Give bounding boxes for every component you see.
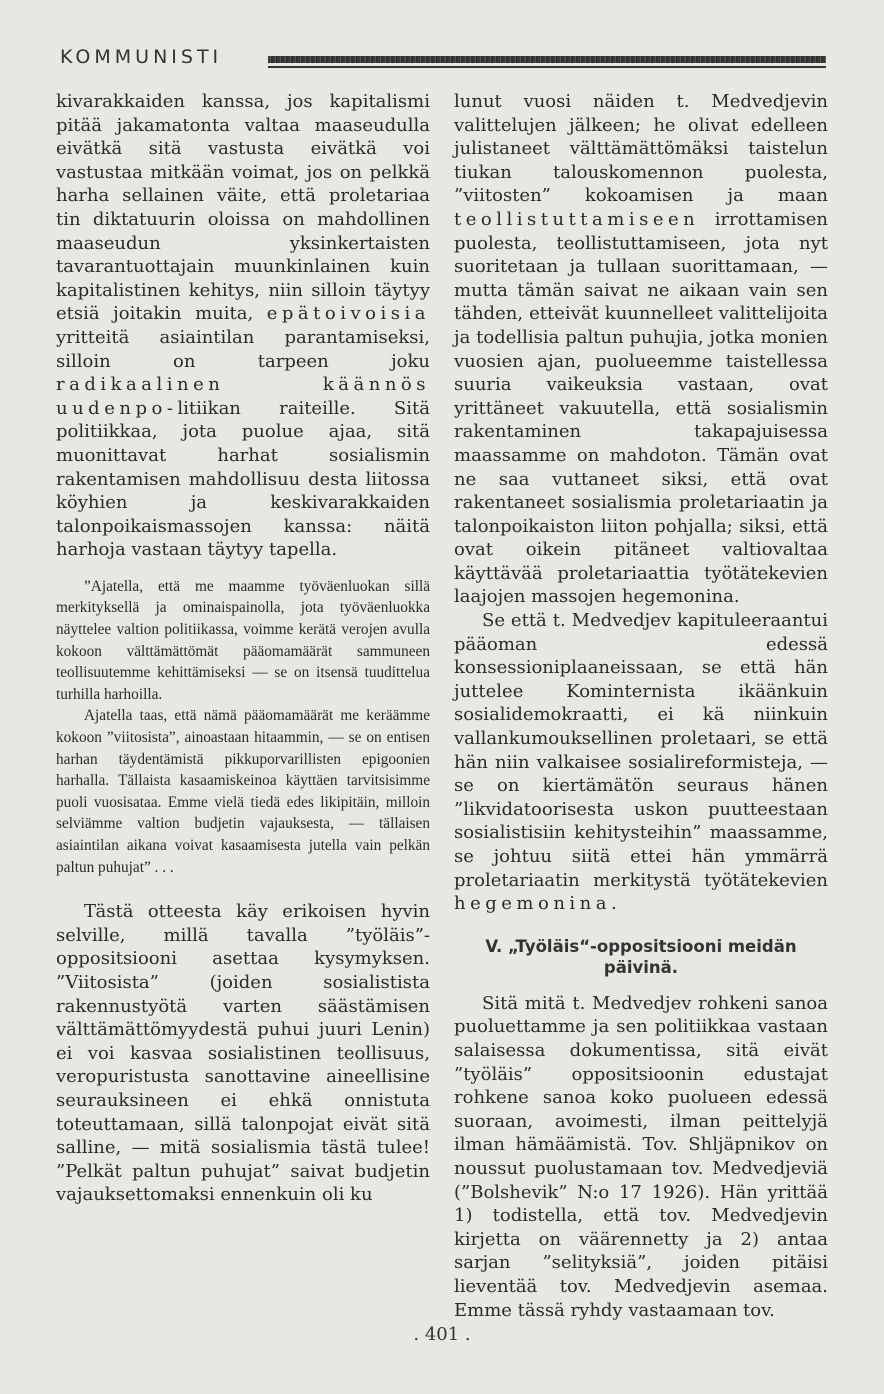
page-header [60, 46, 826, 76]
body-paragraph [454, 90, 828, 609]
body-paragraph [454, 609, 828, 916]
emphasized-text: teollistuttamiseen [454, 208, 700, 230]
emphasized-text: epätoivoisia [266, 303, 430, 325]
body-paragraph: Tästä otteesta käy erikoisen hyvin selville, millä tavalla ”työläis”-oppositsiooni asettaa kysymyksen. ”Viitosista” (joiden sosialistista rakennustyötä varten säästämisen välttämättömyydestä puhui juuri Lenin) ei voi kasvaa sosialistinen teollisuus, veropuristusta sanottavine aineellisine seurauksineen ei ehkä onnistuta toteuttamaan, sillä talonpojat eivät sitä salline, — mitä sosialismia tästä tulee! ”Pelkät paltun puhujat” saivat budjetin vajauksettomaksi ennenkuin oli ku [56, 901, 430, 1206]
body-paragraph [56, 90, 430, 562]
emphasized-text: radikaalinen käännös uudenpo- [56, 374, 430, 419]
left-column [56, 90, 430, 1207]
block-quote: Ajatella taas, että nämä pääomamäärät me keräämme kokoon ”viitosista”, ainoastaan hitaammin, — se on entisen harhan täydentämistä pikkuporvarillisten epigoonien harhalla. Tällaista kasaamiskeinoa käyttäen tarvitsisimme puoli vuosisataa. Emme vielä tiedä edes likipitäin, milloin selviämme valtion budjetin vajauksesta, — tällaisen asiaintilan aikana voivat kasaamisesta jutella vain pelkän paltun puhujat” . . . [56, 707, 430, 876]
paragraph-text: lunut vuosi näiden t. Medvedjevin valittelujen jälkeen; he olivat edelleen julistaneet välttämättömäksi taistelun tiukan talouskomennon puolesta, ”viitosten” kokoamisen ja maan [454, 91, 828, 207]
emphasized-text: hegemonina. [454, 893, 622, 915]
paragraph-text: litiikan raiteille. Sitä politiikkaa, jota puolue ajaa, sitä muonittavat harhat sosialismin rakentamisen mahdollisuu desta liitossa köyhien ja keskivarakkaiden talonpoikaismassojen kanssa: näitä harhoja vastaan täytyy tapella. [56, 397, 430, 561]
header-rule [268, 56, 826, 63]
paragraph-text: kivarakkaiden kanssa, jos kapitalismi pitää jakamatonta valtaa maaseudulla eivätkä sitä vastusta eivätkä voi vastustaa mitkään voimat, jos on pelkkä harha sellainen väite, että proletariaa tin diktatuurin oloissa on mahdollinen maaseudun yksinkertaisten tavarantuottajain muunkinlainen kuin kapitalistinen kehitys, niin silloin täytyy etsiä joitakin muita, [56, 91, 430, 325]
body-paragraph: Sitä mitä t. Medvedjev rohkeni sanoa puoluettamme ja sen politiikkaa vastaan salaisessa dokumentissa, sitä eivät ”työläis” oppositsioonin edustajat rohkene sanoa koko puolueen edessä suoraan, avoimesti, ilman peittelyjä ilman hämäämistä. Tov. Shljäpnikov on noussut puolustamaan tov. Medvedjeviä (”Bolshevik” N:o 17 1926). Hän yrittää 1) todistella, että tov. Medvedjevin kirjetta on väärennetty ja 2) antaa sarjan ”selityksiä”, joiden pitäisi lieventää tov. Medvedjevin asemaa. Emme tässä ryhdy vastaamaan tov. [454, 992, 828, 1321]
block-quote: ”Ajatella, että me maamme työväenluokan sillä merkityksellä ja ominaispainolla, jota työväenluokka näyttelee valtion politiikassa, voimme kerätä verojen avulla kokoon välttämättömät pääomamäärät sammuneen teollisuutemme kehittämiseksi — se on itsensä tuudittelua turhilla harhoilla. [56, 577, 430, 703]
section-heading: V. „Työläis“-oppositsiooni meidän päivinä. [485, 936, 797, 977]
right-column [454, 90, 828, 1322]
page-number: . 401 . [413, 1324, 471, 1345]
paragraph-text: Se että t. Medvedjev kapituleeraantui pääoman edessä konsessioniplaaneissaan, se että hän juttelee Kominternista ikäänkuin sosialidemokraatti, ei kä niinkuin vallankumouksellinen proletaari, se että hän niin valkaisee sosialireformisteja, — se on kiertämätön seuraus hänen ”likvidatoorisesta uskon puutteestaan sosialistisiin kehitysteihin” maassamme, se johtuu siitä ettei hän ymmärrä proletariaatin merkitystä työtätekevien [454, 610, 828, 891]
paragraph-text: yritteitä asiaintilan parantamiseksi, silloin on tarpeen joku [56, 326, 430, 372]
header-rule-thin [268, 66, 826, 68]
journal-title: KOMMUNISTI [60, 46, 223, 68]
paragraph-text: irrottamisen puolesta, teollistuttamiseen, jota nyt suoritetaan ja tullaan suorittamaan, — mutta tämän saivat ne aikaan vain sen tähden, etteivät kuunnelleet valittelijoita ja todellisia paltun puhujia, jotka monien vuosien ajan, puolueemme taistellessa suuria vaikeuksia vastaan, ovat yrittäneet vakuutella, että sosialismin rakentaminen takapajuisessa maassamme on mahdoton. Tämän ovat ne saa vuttaneet siksi, että ovat rakentaneet sosialismia proletariaatin ja talonpoikaiston liiton pohjalla; siksi, että ovat oikein pitäneet valtiovaltaa käyttävää proletariaattia työtätekevien laajojen massojen hegemonina. [454, 208, 828, 608]
